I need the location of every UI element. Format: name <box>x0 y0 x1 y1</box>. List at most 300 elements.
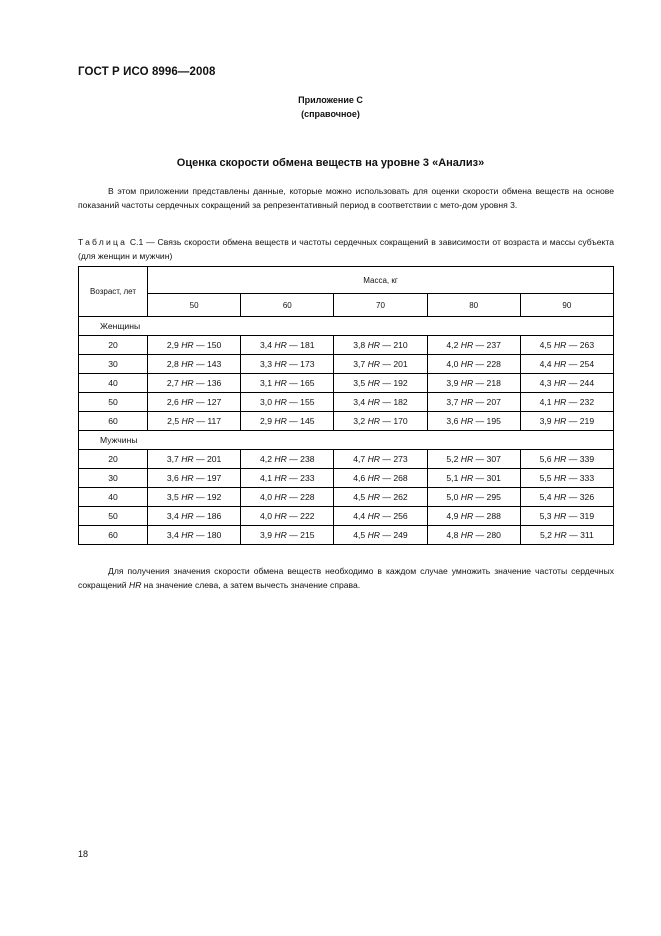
group-row <box>79 317 614 336</box>
offset: 165 <box>300 378 315 388</box>
formula-cell <box>241 336 334 355</box>
offset: 201 <box>206 454 222 464</box>
hr-symbol: HR <box>367 397 380 407</box>
formula-cell <box>148 355 241 374</box>
appendix-heading <box>0 93 661 121</box>
offset: 288 <box>486 511 501 521</box>
hr-symbol: HR <box>460 359 474 369</box>
coefficient: 2,9 <box>166 340 179 350</box>
coefficient: 3,1 <box>260 378 272 388</box>
formula-cell <box>427 526 520 545</box>
formula-cell <box>520 393 613 412</box>
hr-symbol: HR <box>367 359 380 369</box>
dash: — <box>193 340 207 350</box>
offset: 197 <box>206 473 222 483</box>
formula-cell <box>427 450 520 469</box>
hr-symbol: HR <box>274 454 287 464</box>
offset: 256 <box>393 511 408 521</box>
offset: 268 <box>393 473 408 483</box>
hr-symbol: HR <box>460 378 474 388</box>
coefficient: 3,4 <box>166 530 179 540</box>
dash: — <box>566 454 580 464</box>
hr-symbol: HR <box>274 492 287 502</box>
hr-symbol: HR <box>274 397 287 407</box>
hr-symbol: HR <box>367 340 380 350</box>
coefficient: 3,4 <box>353 397 366 407</box>
coefficient: 5,0 <box>446 492 459 502</box>
hr-symbol: HR <box>553 340 567 350</box>
coefficient: 3,4 <box>166 511 179 521</box>
coefficient: 3,6 <box>446 416 459 426</box>
coefficient: 4,5 <box>539 340 552 350</box>
hr-symbol: HR <box>181 530 194 540</box>
hr-symbol: HR <box>553 473 567 483</box>
formula-cell <box>520 526 613 545</box>
hr-symbol: HR <box>274 473 287 483</box>
hr-symbol: HR <box>274 416 287 426</box>
hr-symbol: HR <box>367 416 380 426</box>
formula-cell <box>148 507 241 526</box>
age-cell: 20 <box>79 450 148 469</box>
dash: — <box>473 416 487 426</box>
formula-cell <box>427 336 520 355</box>
offset: 237 <box>486 340 501 350</box>
formula-cell <box>148 450 241 469</box>
coefficient: 2,7 <box>166 378 179 388</box>
offset: 301 <box>486 473 501 483</box>
dash: — <box>566 492 580 502</box>
age-cell: 20 <box>79 336 148 355</box>
coefficient: 2,6 <box>166 397 179 407</box>
dash: — <box>286 340 301 350</box>
hr-symbol: HR <box>181 359 194 369</box>
dash: — <box>379 416 394 426</box>
formula-cell <box>334 469 427 488</box>
formula-cell <box>427 507 520 526</box>
offset: 339 <box>579 454 595 464</box>
coefficient: 2,5 <box>167 416 180 426</box>
formula-cell <box>148 412 241 431</box>
coefficient: 4,0 <box>260 492 272 502</box>
note-text-part2: на значение слева, а затем вычесть значение справа. <box>141 579 361 590</box>
hr-symbol: HR <box>460 397 474 407</box>
offset: 233 <box>300 473 315 483</box>
coefficient: 3,6 <box>166 473 179 483</box>
hr-symbol: HR <box>367 473 380 483</box>
table-row <box>79 374 614 393</box>
coefficient: 5,6 <box>539 454 552 464</box>
table-row <box>79 393 614 412</box>
offset: 215 <box>300 530 315 540</box>
intro-paragraph <box>78 185 614 212</box>
coefficient: 3,7 <box>166 454 179 464</box>
hr-symbol: HR <box>181 492 194 502</box>
dash: — <box>473 454 487 464</box>
dash: — <box>193 454 207 464</box>
offset: 218 <box>486 378 501 388</box>
formula-cell <box>520 488 613 507</box>
mass-value-header: 90 <box>520 294 613 317</box>
formula-cell <box>241 355 334 374</box>
age-cell: 30 <box>79 355 148 374</box>
coefficient: 4,8 <box>446 530 459 540</box>
formula-cell <box>427 488 520 507</box>
dash: — <box>566 530 581 540</box>
formula-cell <box>427 355 520 374</box>
coefficient: 4,0 <box>446 359 459 369</box>
appendix-title: Приложение С <box>298 95 363 105</box>
dash: — <box>379 378 394 388</box>
dash: — <box>193 378 207 388</box>
dash: — <box>566 416 580 426</box>
offset: 232 <box>579 397 595 407</box>
offset: 170 <box>393 416 408 426</box>
coefficient: 4,9 <box>446 511 459 521</box>
mass-value-header: 80 <box>427 294 520 317</box>
dash: — <box>566 378 580 388</box>
hr-symbol: HR <box>181 416 194 426</box>
dash: — <box>286 473 301 483</box>
hr-symbol: HR <box>181 378 194 388</box>
hr-symbol: HR <box>553 397 567 407</box>
coefficient: 3,7 <box>353 359 366 369</box>
dash: — <box>566 511 580 521</box>
coefficient: 3,5 <box>166 492 179 502</box>
coefficient: 2,8 <box>166 359 179 369</box>
section-title: Оценка скорости обмена веществ на уровне 3 «Анализ» <box>176 157 485 169</box>
hr-symbol: HR <box>274 511 287 521</box>
offset: 117 <box>207 416 222 426</box>
formula-cell <box>148 469 241 488</box>
offset: 195 <box>486 416 501 426</box>
offset: 228 <box>300 492 315 502</box>
formula-cell <box>241 450 334 469</box>
hr-symbol: HR <box>460 454 474 464</box>
table-body <box>79 317 614 545</box>
age-cell: 40 <box>79 374 148 393</box>
hr-symbol: HR <box>460 492 474 502</box>
formula-cell <box>520 355 613 374</box>
hr-symbol: HR <box>274 378 287 388</box>
coefficient: 2,9 <box>260 416 272 426</box>
dash: — <box>379 511 394 521</box>
dash: — <box>473 397 487 407</box>
table-row <box>79 469 614 488</box>
coefficient: 4,0 <box>260 511 272 521</box>
mass-value-header: 50 <box>148 294 241 317</box>
dash: — <box>193 473 207 483</box>
metabolic-rate-table <box>78 266 614 545</box>
coefficient: 3,5 <box>353 378 366 388</box>
mass-column-header: Масса, кг <box>148 267 614 294</box>
offset: 307 <box>486 454 501 464</box>
dash: — <box>193 511 207 521</box>
hr-symbol: HR <box>274 340 287 350</box>
table-row <box>79 488 614 507</box>
dash: — <box>193 492 207 502</box>
hr-symbol: HR <box>181 340 194 350</box>
table-row <box>79 336 614 355</box>
offset: 155 <box>300 397 315 407</box>
formula-cell <box>241 507 334 526</box>
formula-cell <box>241 526 334 545</box>
hr-symbol: HR <box>367 492 380 502</box>
formula-cell <box>427 393 520 412</box>
offset: 192 <box>393 378 408 388</box>
dash: — <box>473 530 487 540</box>
formula-cell <box>241 393 334 412</box>
offset: 145 <box>300 416 315 426</box>
note-text-part1: Для получения значения скорости обмена веществ необходимо в каждом случае умножить значение частоты сердечных сокращений <box>78 566 614 590</box>
offset: 333 <box>579 473 595 483</box>
formula-cell <box>520 374 613 393</box>
dash: — <box>379 454 394 464</box>
hr-symbol: HR <box>553 454 567 464</box>
coefficient: 3,8 <box>353 340 366 350</box>
offset: 311 <box>580 530 594 540</box>
coefficient: 4,7 <box>353 454 366 464</box>
hr-symbol: HR <box>553 378 567 388</box>
coefficient: 5,3 <box>539 511 552 521</box>
formula-cell <box>427 469 520 488</box>
dash: — <box>473 340 487 350</box>
dash: — <box>566 340 580 350</box>
formula-cell <box>148 336 241 355</box>
offset: 219 <box>579 416 595 426</box>
offset: 201 <box>393 359 408 369</box>
formula-cell <box>148 488 241 507</box>
hr-symbol: HR <box>553 492 567 502</box>
coefficient: 4,5 <box>353 492 366 502</box>
offset: 186 <box>206 511 222 521</box>
age-cell: 60 <box>79 412 148 431</box>
table-row <box>79 507 614 526</box>
dash: — <box>286 397 301 407</box>
table-row <box>79 355 614 374</box>
offset: 228 <box>486 359 501 369</box>
hr-symbol: HR <box>554 530 567 540</box>
dash: — <box>193 416 208 426</box>
dash: — <box>566 359 580 369</box>
note-paragraph <box>78 565 614 592</box>
dash: — <box>566 397 580 407</box>
formula-cell <box>334 488 427 507</box>
formula-cell <box>520 469 613 488</box>
formula-cell <box>241 488 334 507</box>
age-cell: 60 <box>79 526 148 545</box>
hr-symbol: HR <box>367 511 380 521</box>
coefficient: 3,0 <box>260 397 272 407</box>
intro-text: В этом приложении представлены данные, которые можно использовать для оценки скорости обмена веществ на основе показаний частоты сердечных сокращений за репрезентативный период в соответствии с мето-дом уровня 3. <box>78 186 614 210</box>
formula-cell <box>334 393 427 412</box>
offset: 207 <box>486 397 501 407</box>
dash: — <box>286 511 301 521</box>
hr-symbol: HR <box>367 378 380 388</box>
formula-cell <box>148 526 241 545</box>
mass-value-header: 70 <box>334 294 427 317</box>
dash: — <box>379 397 394 407</box>
hr-symbol: HR <box>460 530 474 540</box>
offset: 280 <box>486 530 501 540</box>
group-label: Женщины <box>79 317 614 336</box>
page-number: 18 <box>78 849 89 859</box>
dash: — <box>379 340 394 350</box>
hr-symbol: HR <box>460 473 474 483</box>
coefficient: 5,2 <box>539 530 552 540</box>
hr-symbol: HR <box>460 340 474 350</box>
offset: 326 <box>579 492 595 502</box>
age-cell: 50 <box>79 507 148 526</box>
hr-symbol: HR <box>274 359 287 369</box>
formula-cell <box>520 412 613 431</box>
offset: 249 <box>393 530 408 540</box>
table-row <box>79 412 614 431</box>
coefficient: 4,6 <box>353 473 366 483</box>
age-cell: 30 <box>79 469 148 488</box>
coefficient: 3,9 <box>539 416 552 426</box>
coefficient: 3,3 <box>260 359 272 369</box>
coefficient: 3,9 <box>260 530 272 540</box>
formula-cell <box>241 374 334 393</box>
table-caption <box>78 236 614 263</box>
coefficient: 3,4 <box>260 340 272 350</box>
formula-cell <box>520 450 613 469</box>
table-caption-label: Таблица <box>78 237 128 247</box>
formula-cell <box>334 526 427 545</box>
hr-symbol: HR <box>460 416 474 426</box>
offset: 254 <box>579 359 595 369</box>
hr-symbol: HR <box>181 454 194 464</box>
dash: — <box>286 378 301 388</box>
formula-cell <box>334 374 427 393</box>
offset: 192 <box>206 492 222 502</box>
formula-cell <box>148 374 241 393</box>
offset: 222 <box>300 511 315 521</box>
hr-symbol: HR <box>367 530 380 540</box>
offset: 263 <box>579 340 595 350</box>
formula-cell <box>334 336 427 355</box>
coefficient: 4,4 <box>539 359 552 369</box>
offset: 136 <box>206 378 222 388</box>
dash: — <box>286 454 301 464</box>
table-caption-text: С.1 — Связь скорости обмена веществ и частоты сердечных сокращений в зависимости от возраста и массы субъекта (для женщин и мужчин) <box>78 237 614 261</box>
coefficient: 4,2 <box>446 340 459 350</box>
dash: — <box>379 359 394 369</box>
dash: — <box>473 511 487 521</box>
hr-symbol: HR <box>181 511 194 521</box>
offset: 150 <box>206 340 222 350</box>
offset: 143 <box>206 359 222 369</box>
offset: 295 <box>486 492 501 502</box>
dash: — <box>286 416 301 426</box>
offset: 173 <box>300 359 315 369</box>
coefficient: 4,5 <box>353 530 366 540</box>
hr-symbol: HR <box>553 416 567 426</box>
coefficient: 3,2 <box>353 416 366 426</box>
offset: 181 <box>300 340 315 350</box>
dash: — <box>286 359 301 369</box>
formula-cell <box>520 336 613 355</box>
mass-value-header: 60 <box>241 294 334 317</box>
offset: 180 <box>206 530 222 540</box>
note-text <box>78 565 614 592</box>
offset: 319 <box>579 511 595 521</box>
dash: — <box>379 492 394 502</box>
group-label: Мужчины <box>79 431 614 450</box>
formula-cell <box>427 412 520 431</box>
formula-cell <box>334 507 427 526</box>
formula-cell <box>241 469 334 488</box>
age-cell: 40 <box>79 488 148 507</box>
coefficient: 4,3 <box>539 378 552 388</box>
formula-cell <box>241 412 334 431</box>
group-row <box>79 431 614 450</box>
coefficient: 4,1 <box>260 473 272 483</box>
mass-values-row <box>79 294 614 317</box>
dash: — <box>379 530 394 540</box>
coefficient: 5,1 <box>446 473 459 483</box>
formula-cell <box>427 374 520 393</box>
coefficient: 3,7 <box>446 397 459 407</box>
age-column-header: Возраст, лет <box>79 267 148 317</box>
note-hr-symbol: HR <box>128 579 142 590</box>
hr-symbol: HR <box>181 397 194 407</box>
table-row <box>79 526 614 545</box>
table-row <box>79 450 614 469</box>
coefficient: 5,2 <box>446 454 459 464</box>
formula-cell <box>334 412 427 431</box>
offset: 238 <box>300 454 315 464</box>
formula-cell <box>334 355 427 374</box>
dash: — <box>566 473 580 483</box>
dash: — <box>473 473 487 483</box>
dash: — <box>286 492 301 502</box>
hr-symbol: HR <box>181 473 194 483</box>
dash: — <box>473 378 487 388</box>
hr-symbol: HR <box>553 511 567 521</box>
document-header: ГОСТ Р ИСО 8996—2008 <box>78 66 216 78</box>
offset: 262 <box>393 492 408 502</box>
formula-cell <box>148 393 241 412</box>
dash: — <box>286 530 301 540</box>
dash: — <box>193 397 207 407</box>
coefficient: 5,5 <box>539 473 552 483</box>
dash: — <box>473 492 487 502</box>
coefficient: 4,2 <box>260 454 272 464</box>
dash: — <box>193 530 207 540</box>
offset: 210 <box>393 340 408 350</box>
offset: 273 <box>393 454 408 464</box>
age-cell: 50 <box>79 393 148 412</box>
hr-symbol: HR <box>553 359 567 369</box>
coefficient: 3,9 <box>446 378 459 388</box>
hr-symbol: HR <box>460 511 474 521</box>
dash: — <box>379 473 394 483</box>
hr-symbol: HR <box>274 530 287 540</box>
coefficient: 4,4 <box>353 511 366 521</box>
formula-cell <box>334 450 427 469</box>
offset: 127 <box>206 397 222 407</box>
dash: — <box>193 359 207 369</box>
offset: 182 <box>393 397 408 407</box>
appendix-subtitle: (справочное) <box>301 109 360 119</box>
formula-cell <box>520 507 613 526</box>
coefficient: 4,1 <box>539 397 552 407</box>
hr-symbol: HR <box>367 454 380 464</box>
coefficient: 5,4 <box>539 492 552 502</box>
offset: 244 <box>579 378 595 388</box>
dash: — <box>473 359 487 369</box>
